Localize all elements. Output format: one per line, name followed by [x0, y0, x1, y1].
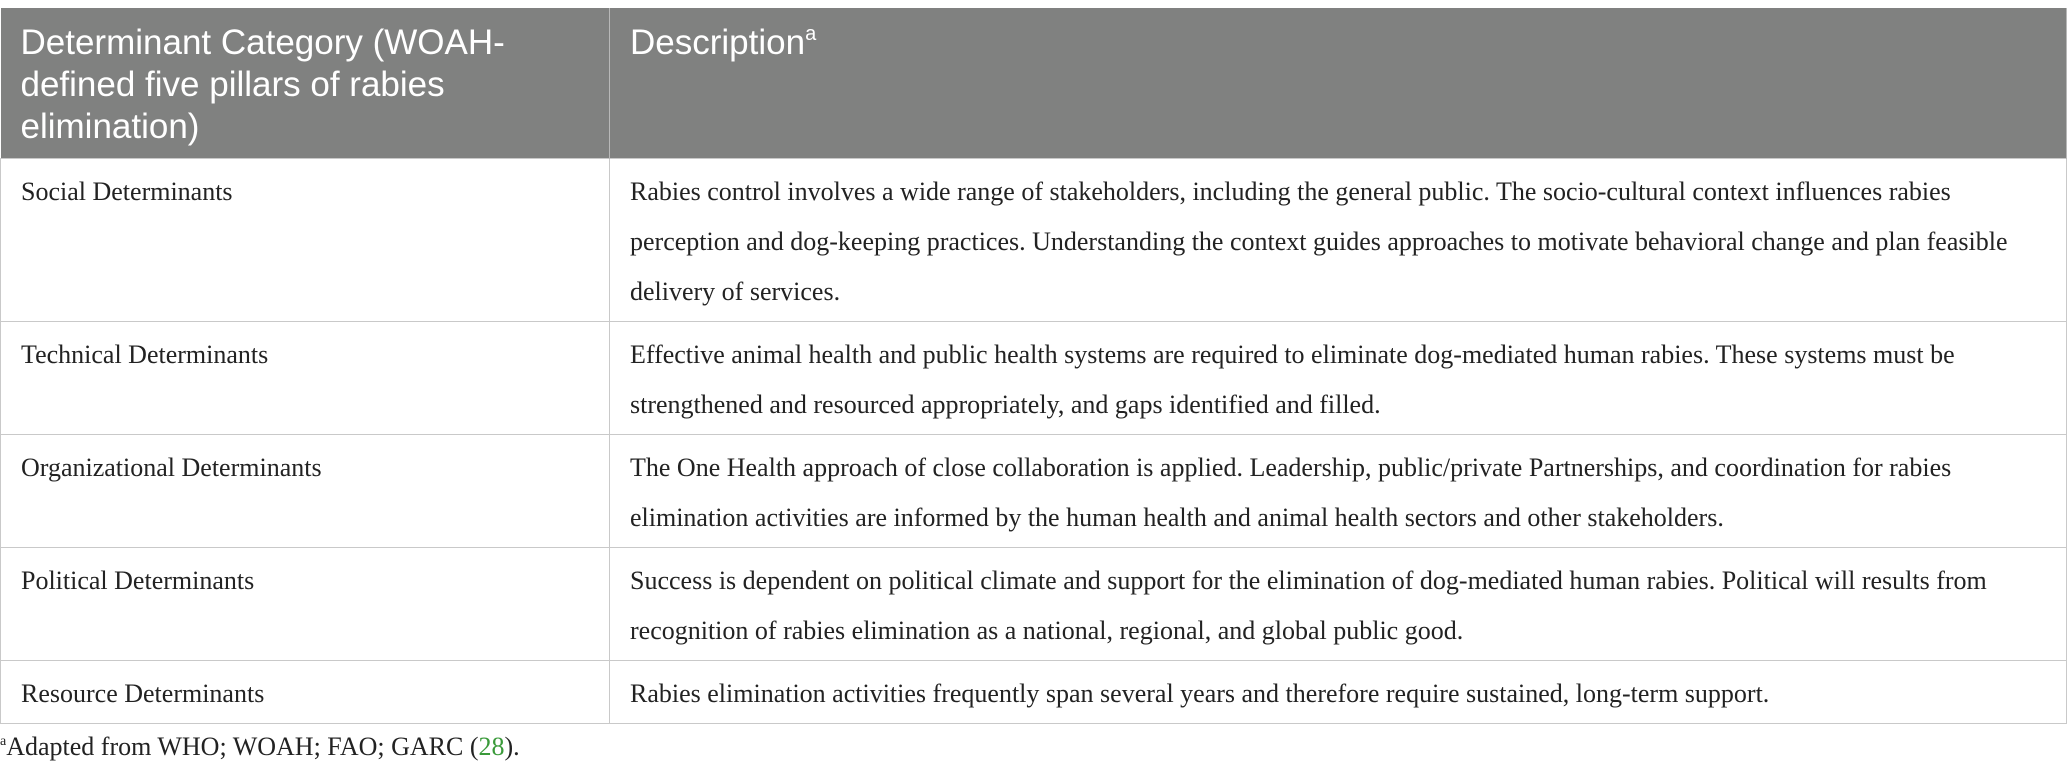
table-row: [1, 159, 2067, 322]
table-footnote: [0, 729, 520, 765]
table-row: [1, 435, 2067, 548]
header-description: [610, 8, 2067, 159]
category-cell: Organizational Determinants: [1, 435, 610, 548]
category-cell: Resource Determinants: [1, 661, 610, 724]
description-cell: The One Health approach of close collaboration is applied. Leadership, public/private Partnerships, and coordination for rabies elimination activities are informed by the human health and animal health sectors and other stakeholders.: [610, 435, 2067, 548]
footnote-close: ).: [504, 732, 520, 761]
description-cell: Success is dependent on political climate and support for the elimination of dog-mediated human rabies. Political will results from recognition of rabies elimination as a national, regional, and global public good.: [610, 548, 2067, 661]
determinants-table: [0, 8, 2067, 724]
table-row: [1, 661, 2067, 724]
table-row: [1, 322, 2067, 435]
footnote-text: Adapted from WHO; WOAH; FAO; GARC (: [6, 732, 479, 761]
header-category-label: Determinant Category (WOAH-defined five pillars of rabies elimination): [20, 23, 505, 146]
reference-link[interactable]: 28: [478, 732, 505, 761]
header-description-label: Description: [630, 23, 806, 62]
determinants-table-container: [0, 8, 2066, 724]
category-cell: Political Determinants: [1, 548, 610, 661]
header-category: [1, 8, 610, 159]
description-cell: Rabies control involves a wide range of stakeholders, including the general public. The socio-cultural context influences rabies perception and dog-keeping practices. Understanding the context guides approaches to motivate behavioral change and plan feasible delivery of services.: [610, 159, 2067, 322]
description-cell: Effective animal health and public health systems are required to eliminate dog-mediated human rabies. These systems must be strengthened and resourced appropriately, and gaps identified and filled.: [610, 322, 2067, 435]
category-cell: Technical Determinants: [1, 322, 610, 435]
header-footnote-marker: a: [805, 23, 817, 45]
footnote-marker: a: [0, 734, 7, 749]
table-row: [1, 548, 2067, 661]
category-cell: Social Determinants: [1, 159, 610, 322]
header-row: [1, 8, 2067, 159]
description-cell: Rabies elimination activities frequently span several years and therefore require sustained, long-term support.: [610, 661, 2067, 724]
